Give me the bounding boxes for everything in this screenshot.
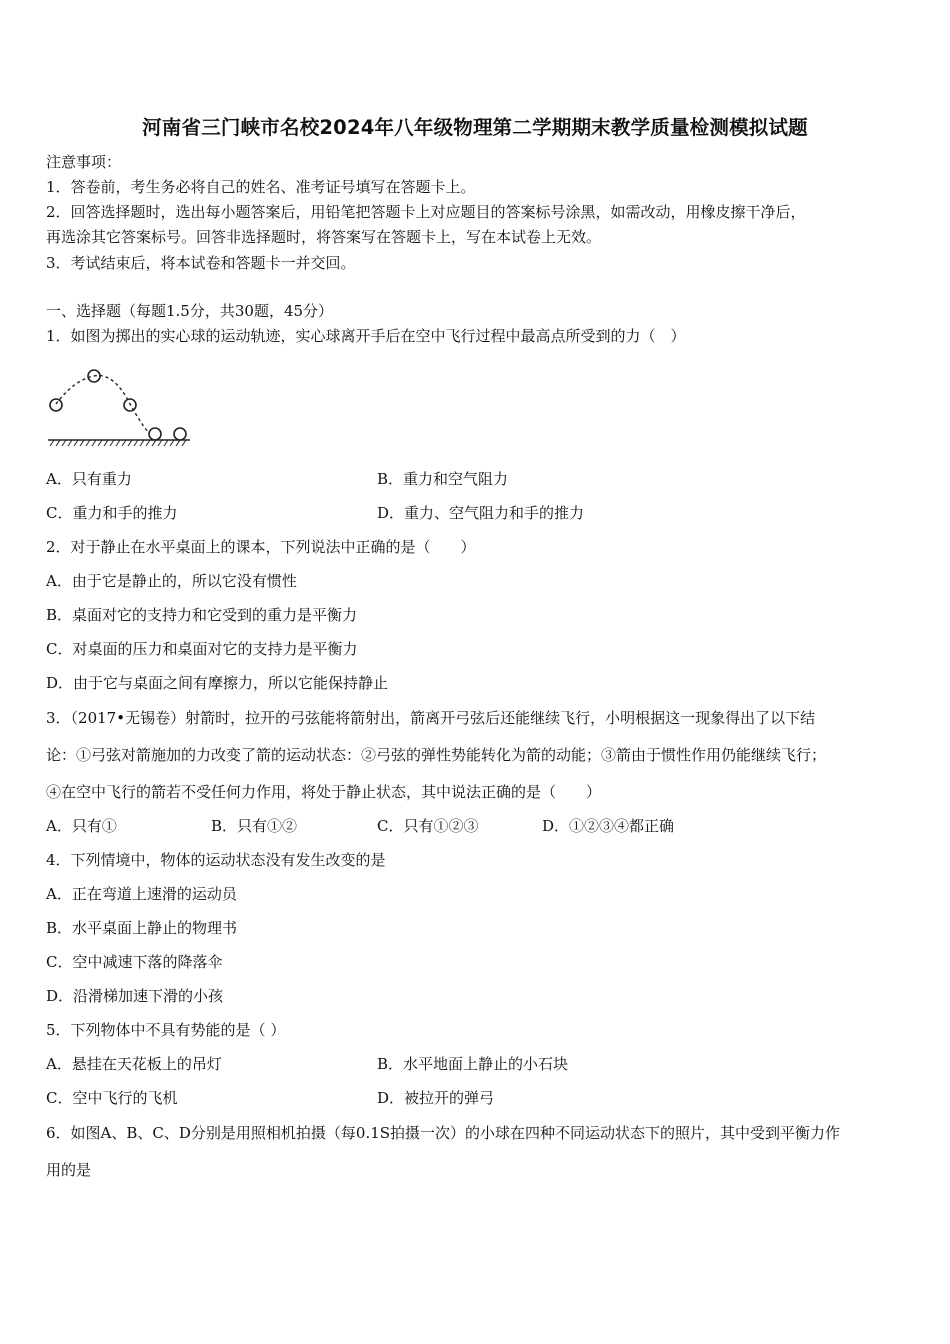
option-b: B．只有①② (211, 817, 298, 835)
question-3-stem: 论：①弓弦对箭施加的力改变了箭的运动状态：②弓弦的弹性势能转化为箭的动能；③箭由于惯性作用仍能继续飞行； (46, 746, 827, 764)
option-c: C．空中减速下落的降落伞 (46, 953, 223, 971)
option-b: B．桌面对它的支持力和它受到的重力是平衡力 (46, 606, 358, 624)
option-a: A．正在弯道上速滑的运动员 (46, 885, 237, 903)
option-a: A．只有重力 (46, 470, 132, 488)
option-a: A．由于它是静止的，所以它没有惯性 (46, 572, 297, 590)
option-d: D．由于它与桌面之间有摩擦力，所以它能保持静止 (46, 674, 389, 692)
option-d: D．被拉开的弹弓 (377, 1089, 495, 1107)
option-c: C．空中飞行的飞机 (46, 1089, 178, 1107)
question-2-stem: 2．对于静止在水平桌面上的课本，下列说法中正确的是（ ） (46, 538, 476, 556)
page-title: 河南省三门峡市名校2024年八年级物理第二学期期末教学质量检测模拟试题 (142, 116, 808, 139)
option-c: C．对桌面的压力和桌面对它的支持力是平衡力 (46, 640, 358, 658)
question-5-stem: 5．下列物体中不具有势能的是（ ） (46, 1021, 286, 1039)
question-6-stem: 6．如图A、B、C、D分别是用照相机拍摄（每0.1S拍摄一次）的小球在四种不同运动状态下的照片，其中受到平衡力作 (46, 1124, 841, 1142)
notice-item: 1．答卷前，考生务必将自己的姓名、准考证号填写在答题卡上。 (46, 178, 476, 196)
trajectory-path (56, 376, 148, 432)
ground-hatch (50, 440, 186, 446)
option-d: D．重力、空气阻力和手的推力 (377, 504, 585, 522)
notice-item: 3．考试结束后，将本试卷和答题卡一并交回。 (46, 254, 356, 272)
ball-trajectory-figure (44, 362, 194, 447)
option-d: D．①②③④都正确 (542, 817, 675, 835)
option-a: A．只有① (46, 817, 117, 835)
question-3-stem: ④在空中飞行的箭若不受任何力作用，将处于静止状态，其中说法正确的是（ ） (46, 783, 602, 801)
question-3-stem: 3．（2017•无锡卷）射箭时，拉开的弓弦能将箭射出，箭离开弓弦后还能继续飞行，小明根据这一现象得出了以下结 (46, 709, 816, 727)
notice-item: 再选涂其它答案标号。回答非选择题时，将答案写在答题卡上，写在本试卷上无效。 (46, 228, 602, 246)
question-1-stem: 1．如图为掷出的实心球的运动轨迹，实心球离开手后在空中飞行过程中最高点所受到的力（ ） (46, 327, 686, 345)
section-heading: 一、选择题（每题1.5分，共30题，45分） (46, 302, 334, 320)
option-d: D．沿滑梯加速下滑的小孩 (46, 987, 224, 1005)
ball-icon (149, 428, 161, 440)
option-a: A．悬挂在天花板上的吊灯 (46, 1055, 222, 1073)
ball-icon (174, 428, 186, 440)
option-c: C．只有①②③ (377, 817, 479, 835)
question-4-stem: 4．下列情境中，物体的运动状态没有发生改变的是 (46, 851, 386, 869)
option-b: B．水平地面上静止的小石块 (377, 1055, 569, 1073)
ball-icon (50, 399, 62, 411)
option-b: B．重力和空气阻力 (377, 470, 509, 488)
notice-heading: 注意事项： (46, 153, 122, 171)
notice-item: 2．回答选择题时，选出每小题答案后，用铅笔把答题卡上对应题目的答案标号涂黑，如需改动，用橡皮擦干净后， (46, 203, 806, 221)
option-b: B．水平桌面上静止的物理书 (46, 919, 238, 937)
option-c: C．重力和手的推力 (46, 504, 178, 522)
question-6-stem: 用的是 (46, 1161, 92, 1179)
